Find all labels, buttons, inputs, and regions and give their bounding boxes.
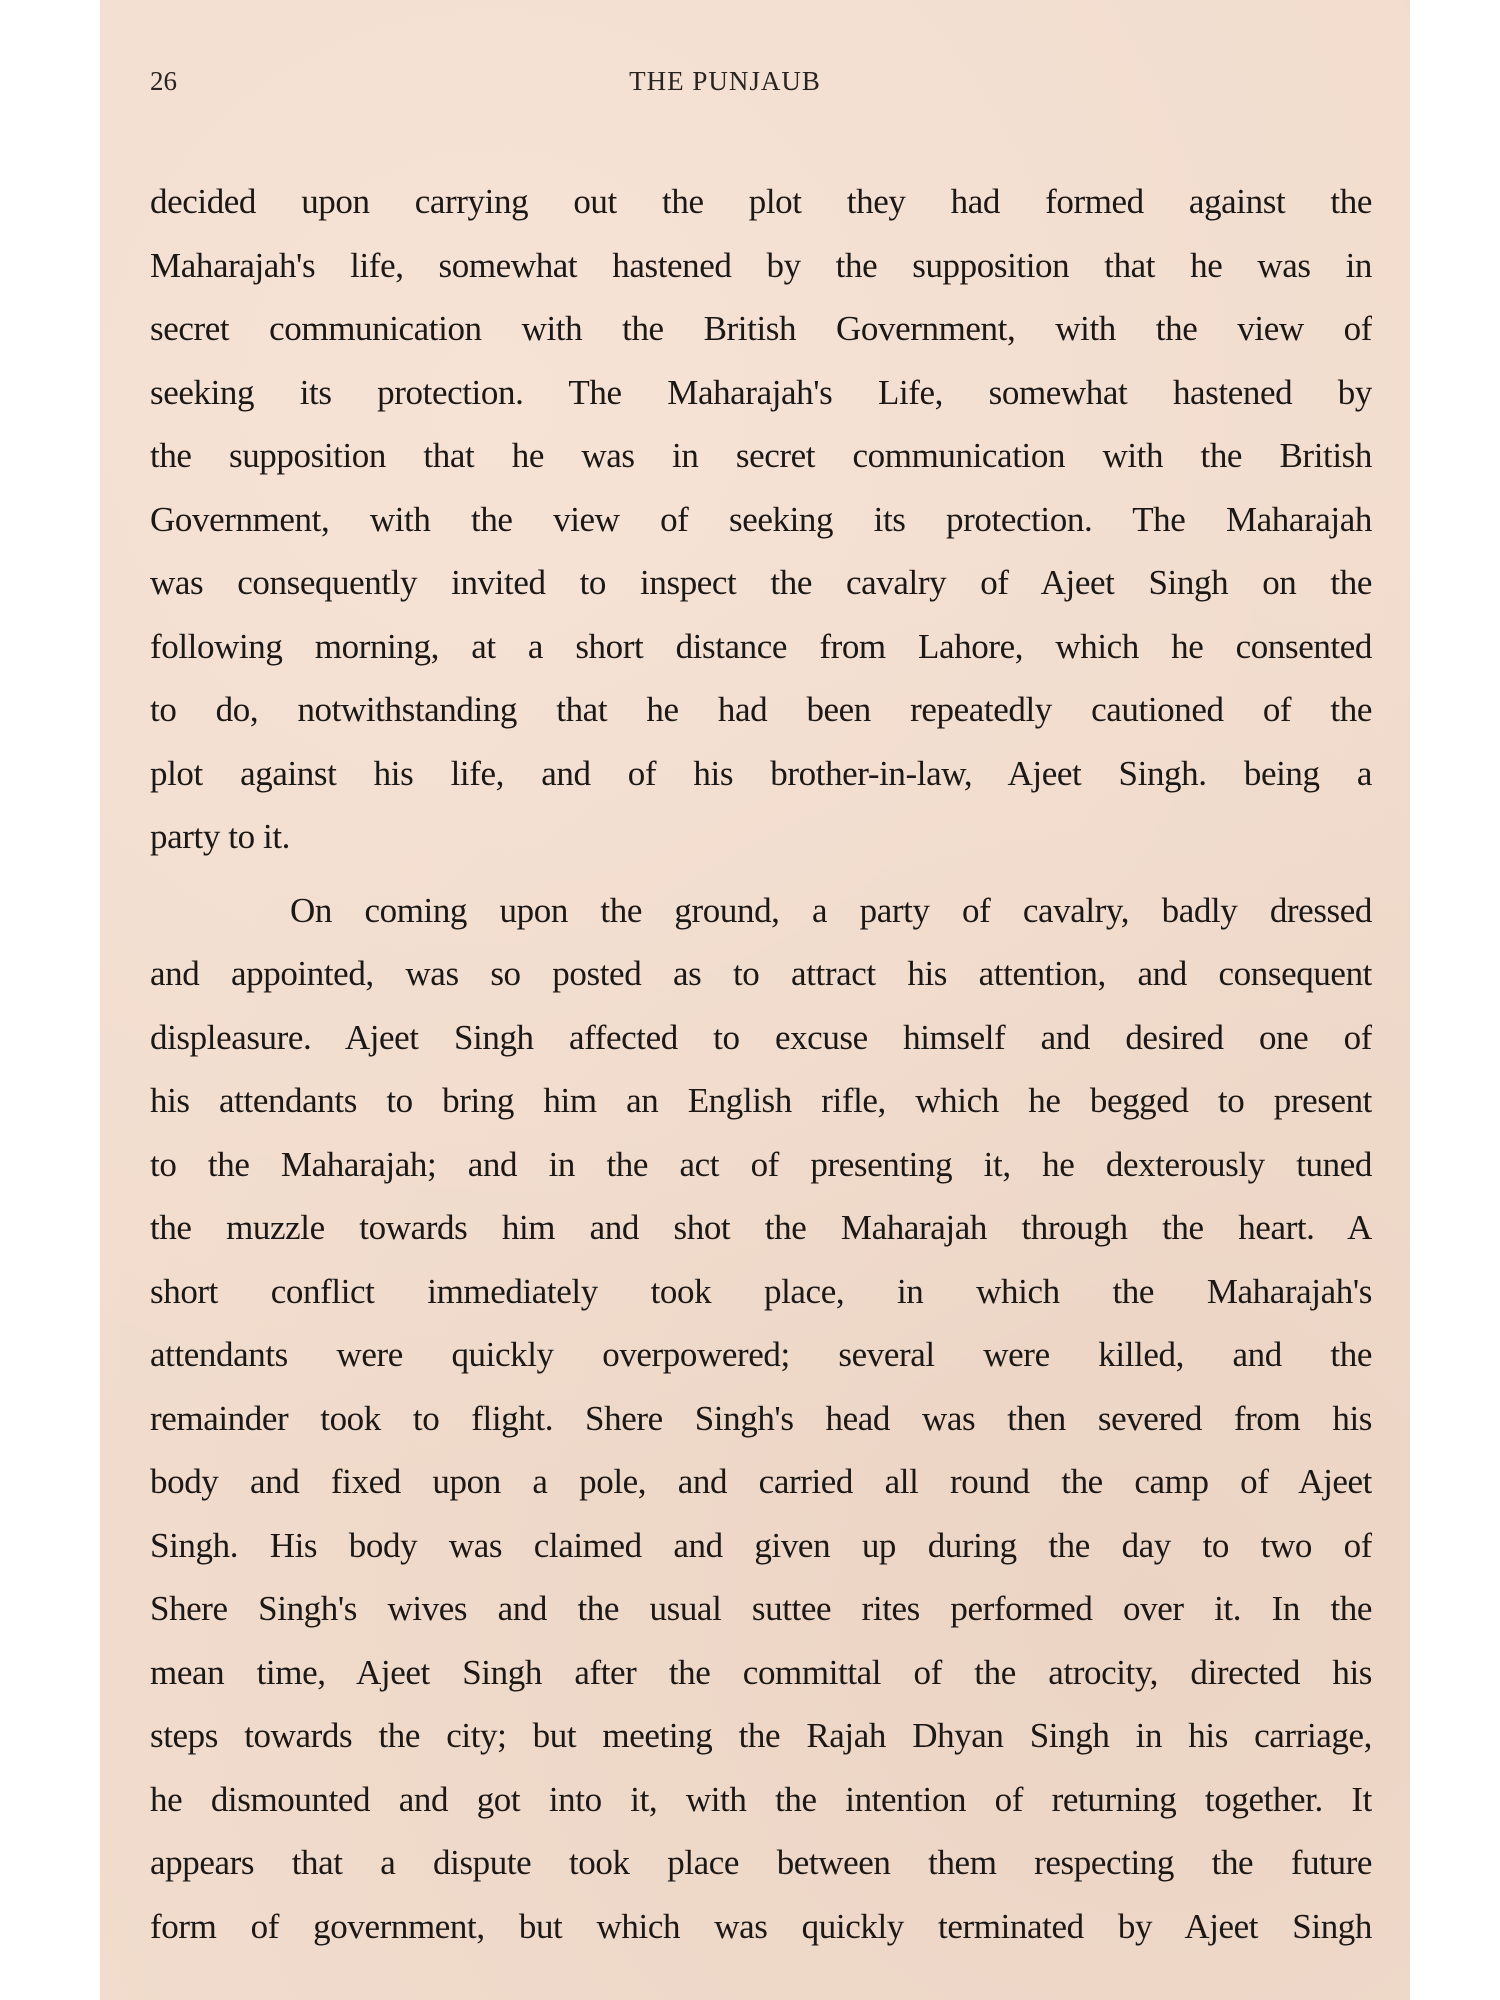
- book-page: [100, 0, 1410, 2000]
- page-number: 26: [150, 66, 177, 96]
- text-line: appears that a dispute took place between them respecting the future: [150, 1843, 1372, 1882]
- text-line: his attendants to bring him an English rifle, which he begged to present: [150, 1081, 1372, 1120]
- text-line: short conflict immediately took place, in which the Maharajah's: [150, 1271, 1372, 1311]
- body-text: [150, 170, 1372, 1958]
- text-line: attendants were quickly overpowered; several were killed, and the: [150, 1335, 1372, 1374]
- text-line: seeking its protection. The Maharajah's Life, somewhat hastened by: [150, 372, 1372, 412]
- text-line: secret communication with the British Government, with the view of: [150, 309, 1372, 348]
- text-line: decided upon carrying out the plot they had formed against the: [150, 182, 1372, 221]
- text-line: the muzzle towards him and shot the Maharajah through the heart. A: [150, 1208, 1372, 1247]
- text-line: the supposition that he was in secret communication with the British: [150, 436, 1372, 475]
- text-line: Government, with the view of seeking its protection. The Maharajah: [150, 499, 1372, 539]
- running-title: THE PUNJAUB: [629, 66, 821, 96]
- text-line: plot against his life, and of his brother-in-law, Ajeet Singh. being a: [150, 753, 1372, 793]
- text-line: and appointed, was so posted as to attract his attention, and consequent: [150, 954, 1372, 993]
- text-line: mean time, Ajeet Singh after the committal of the atrocity, directed his: [150, 1652, 1372, 1692]
- text-line: Singh. His body was claimed and given up during the day to two of: [150, 1525, 1372, 1565]
- text-line: following morning, at a short distance from Lahore, which he consented: [150, 626, 1372, 666]
- text-line: Shere Singh's wives and the usual suttee rites performed over it. In the: [150, 1589, 1372, 1628]
- text-line: form of government, but which was quickly terminated by Ajeet Singh: [150, 1906, 1372, 1946]
- paragraph-2: [150, 879, 1372, 1959]
- text-line: steps towards the city; but meeting the Rajah Dhyan Singh in his carriage,: [150, 1716, 1372, 1755]
- text-line: to do, notwithstanding that he had been repeatedly cautioned of the: [150, 690, 1372, 729]
- paragraph-1: [150, 170, 1372, 869]
- text-line: On coming upon the ground, a party of cavalry, badly dressed: [290, 890, 1372, 930]
- text-line: was consequently invited to inspect the cavalry of Ajeet Singh on the: [150, 563, 1372, 602]
- text-line: displeasure. Ajeet Singh affected to excuse himself and desired one of: [150, 1017, 1372, 1057]
- text-line: remainder took to flight. Shere Singh's head was then severed from his: [150, 1398, 1372, 1438]
- text-line: to the Maharajah; and in the act of presenting it, he dexterously tuned: [150, 1144, 1372, 1184]
- text-line: Maharajah's life, somewhat hastened by the supposition that he was in: [150, 245, 1372, 285]
- text-line: he dismounted and got into it, with the intention of returning together. It: [150, 1779, 1372, 1819]
- text-line: party to it.: [150, 817, 291, 856]
- page-header: [100, 66, 1410, 106]
- text-line: body and fixed upon a pole, and carried all round the camp of Ajeet: [150, 1462, 1372, 1501]
